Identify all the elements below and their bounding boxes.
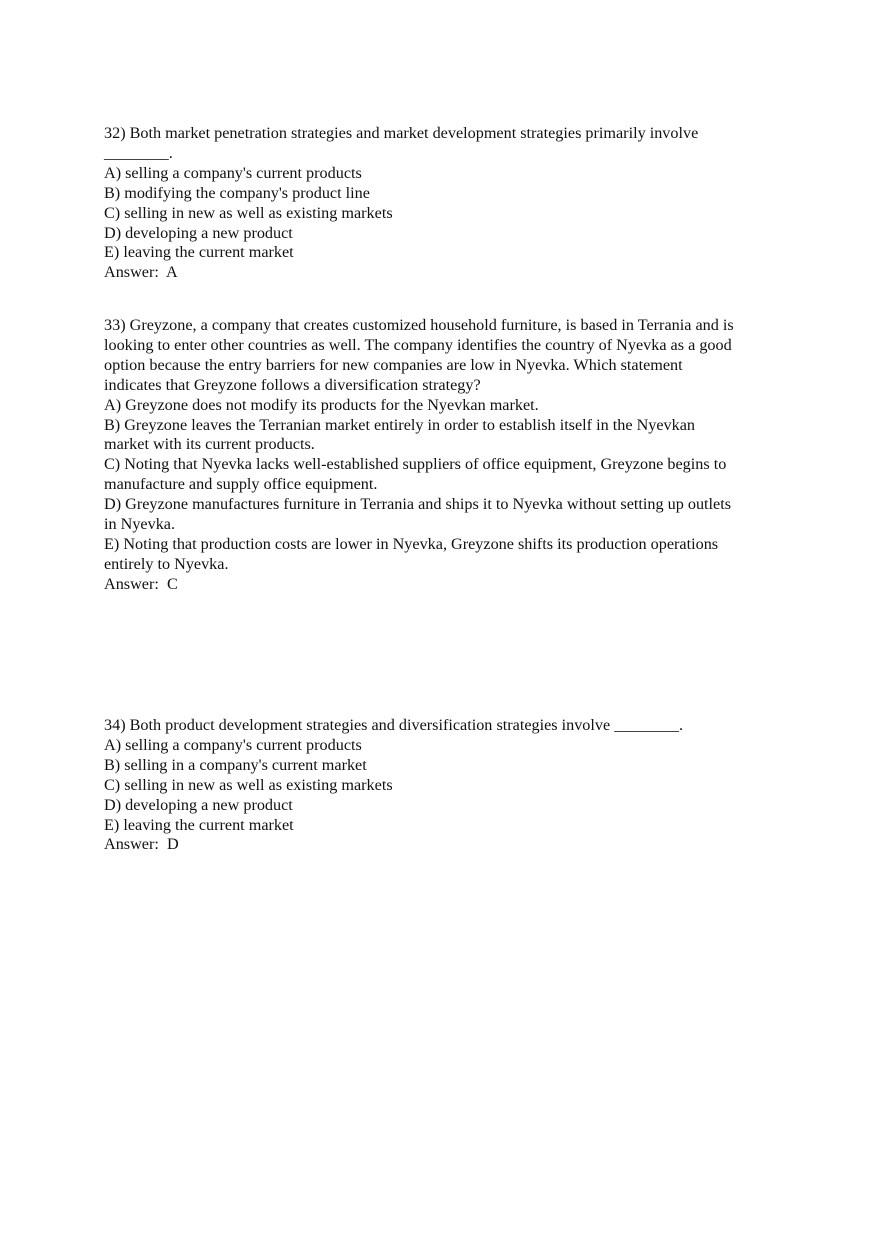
option-e: E) leaving the current market	[104, 815, 294, 834]
option-a: A) Greyzone does not modify its products for the Nyevkan market.	[104, 395, 539, 414]
option-c: C) selling in new as well as existing markets	[104, 775, 393, 794]
option-c: C) selling in new as well as existing markets	[104, 203, 393, 222]
option-d: D) Greyzone manufactures furniture in Terrania and ships it to Nyevka without setting up outlets	[104, 495, 732, 514]
option-e: E) Noting that production costs are lower in Nyevka, Greyzone shifts its production operations	[104, 534, 719, 553]
question-34	[104, 716, 794, 855]
option-d: D) developing a new product	[104, 223, 293, 242]
answer: Answer: A	[104, 263, 178, 282]
option-e: E) leaving the current market	[104, 243, 294, 262]
question-stem: 34) Both product development strategies and diversification strategies involve ________.	[104, 716, 684, 734]
option-b: B) selling in a company's current market	[104, 755, 367, 774]
question-stem-blank: ________.	[104, 143, 173, 162]
answer: Answer: D	[104, 835, 179, 854]
question-stem: looking to enter other countries as well. The company identifies the country of Nyevka as a good	[104, 335, 732, 354]
question-33	[104, 316, 794, 595]
question-stem: indicates that Greyzone follows a diversification strategy?	[104, 375, 481, 394]
option-c-continued: manufacture and supply office equipment.	[104, 475, 378, 494]
question-stem: 32) Both market penetration strategies and market development strategies primarily involve	[104, 124, 699, 142]
option-a: A) selling a company's current products	[104, 163, 362, 182]
option-d: D) developing a new product	[104, 795, 293, 814]
answer: Answer: C	[104, 574, 178, 593]
option-a: A) selling a company's current products	[104, 735, 362, 754]
option-e-continued: entirely to Nyevka.	[104, 554, 229, 573]
option-d-continued: in Nyevka.	[104, 515, 176, 534]
option-b-continued: market with its current products.	[104, 435, 315, 454]
question-stem: 33) Greyzone, a company that creates customized household furniture, is based in Terrania and is	[104, 316, 734, 334]
question-stem: option because the entry barriers for new companies are low in Nyevka. Which statement	[104, 355, 683, 374]
option-b: B) Greyzone leaves the Terranian market entirely in order to establish itself in the Nyevkan	[104, 415, 696, 434]
option-c: C) Noting that Nyevka lacks well-established suppliers of office equipment, Greyzone begins to	[104, 455, 727, 474]
option-b: B) modifying the company's product line	[104, 183, 370, 202]
question-32	[104, 124, 794, 283]
